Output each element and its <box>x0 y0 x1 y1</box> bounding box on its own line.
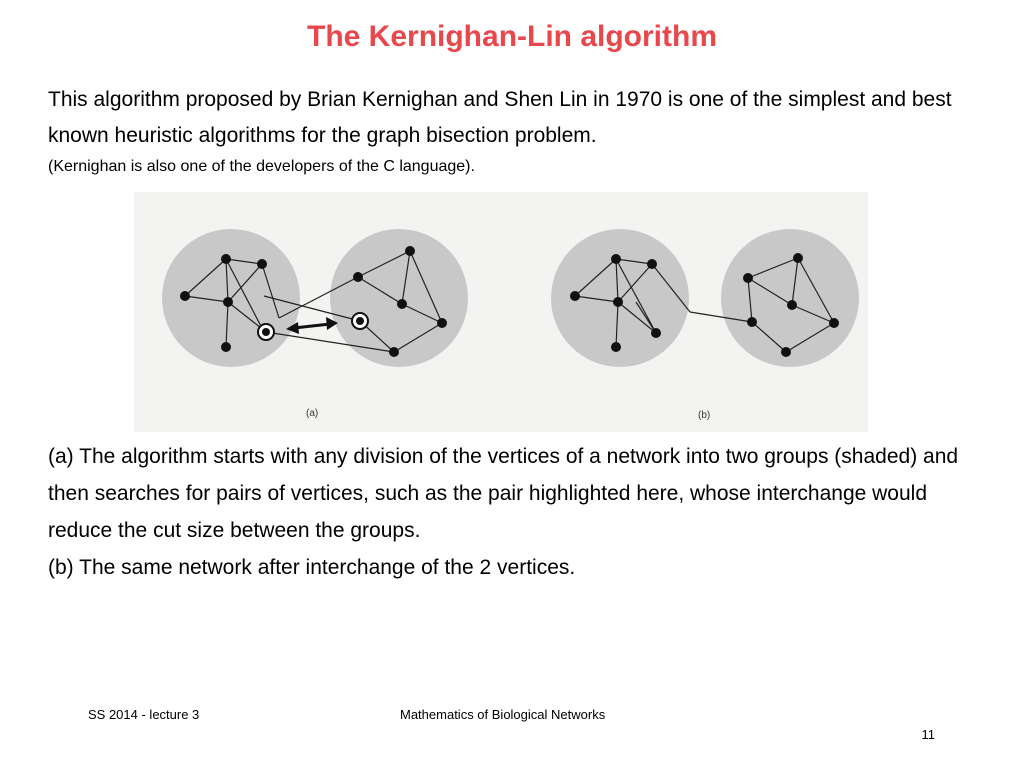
network-figure <box>134 192 868 432</box>
intro-text: This algorithm proposed by Brian Kernighan and Shen Lin in 1970 is one of the simplest and best known heuristic algorithms for the graph bisection problem. <box>48 88 952 147</box>
page-number: 11 <box>921 727 935 742</box>
panel-a <box>162 229 468 419</box>
footer-course: SS 2014 - lecture 3 <box>88 707 200 722</box>
panel-a-label: (a) <box>306 408 319 419</box>
caption-a: (a) The algorithm starts with any division of the vertices of a network into two groups (shaded) and then searches for pairs of vertices, such as the pair highlighted here, whose interchange would reduce the cut size between the groups. <box>48 445 959 542</box>
panel-b <box>551 229 859 421</box>
intro-note: (Kernighan is also one of the developers of the C language). <box>48 158 475 175</box>
network-diagram <box>134 192 868 432</box>
caption <box>48 438 988 586</box>
group-right-b <box>721 229 859 367</box>
group-right-a <box>330 229 468 367</box>
footer-title: Mathematics of Biological Networks <box>400 707 606 722</box>
caption-b: (b) The same network after interchange of the 2 vertices. <box>48 556 576 579</box>
panel-b-label: (b) <box>698 410 711 421</box>
slide-title: The Kernighan-Lin algorithm <box>307 20 717 53</box>
